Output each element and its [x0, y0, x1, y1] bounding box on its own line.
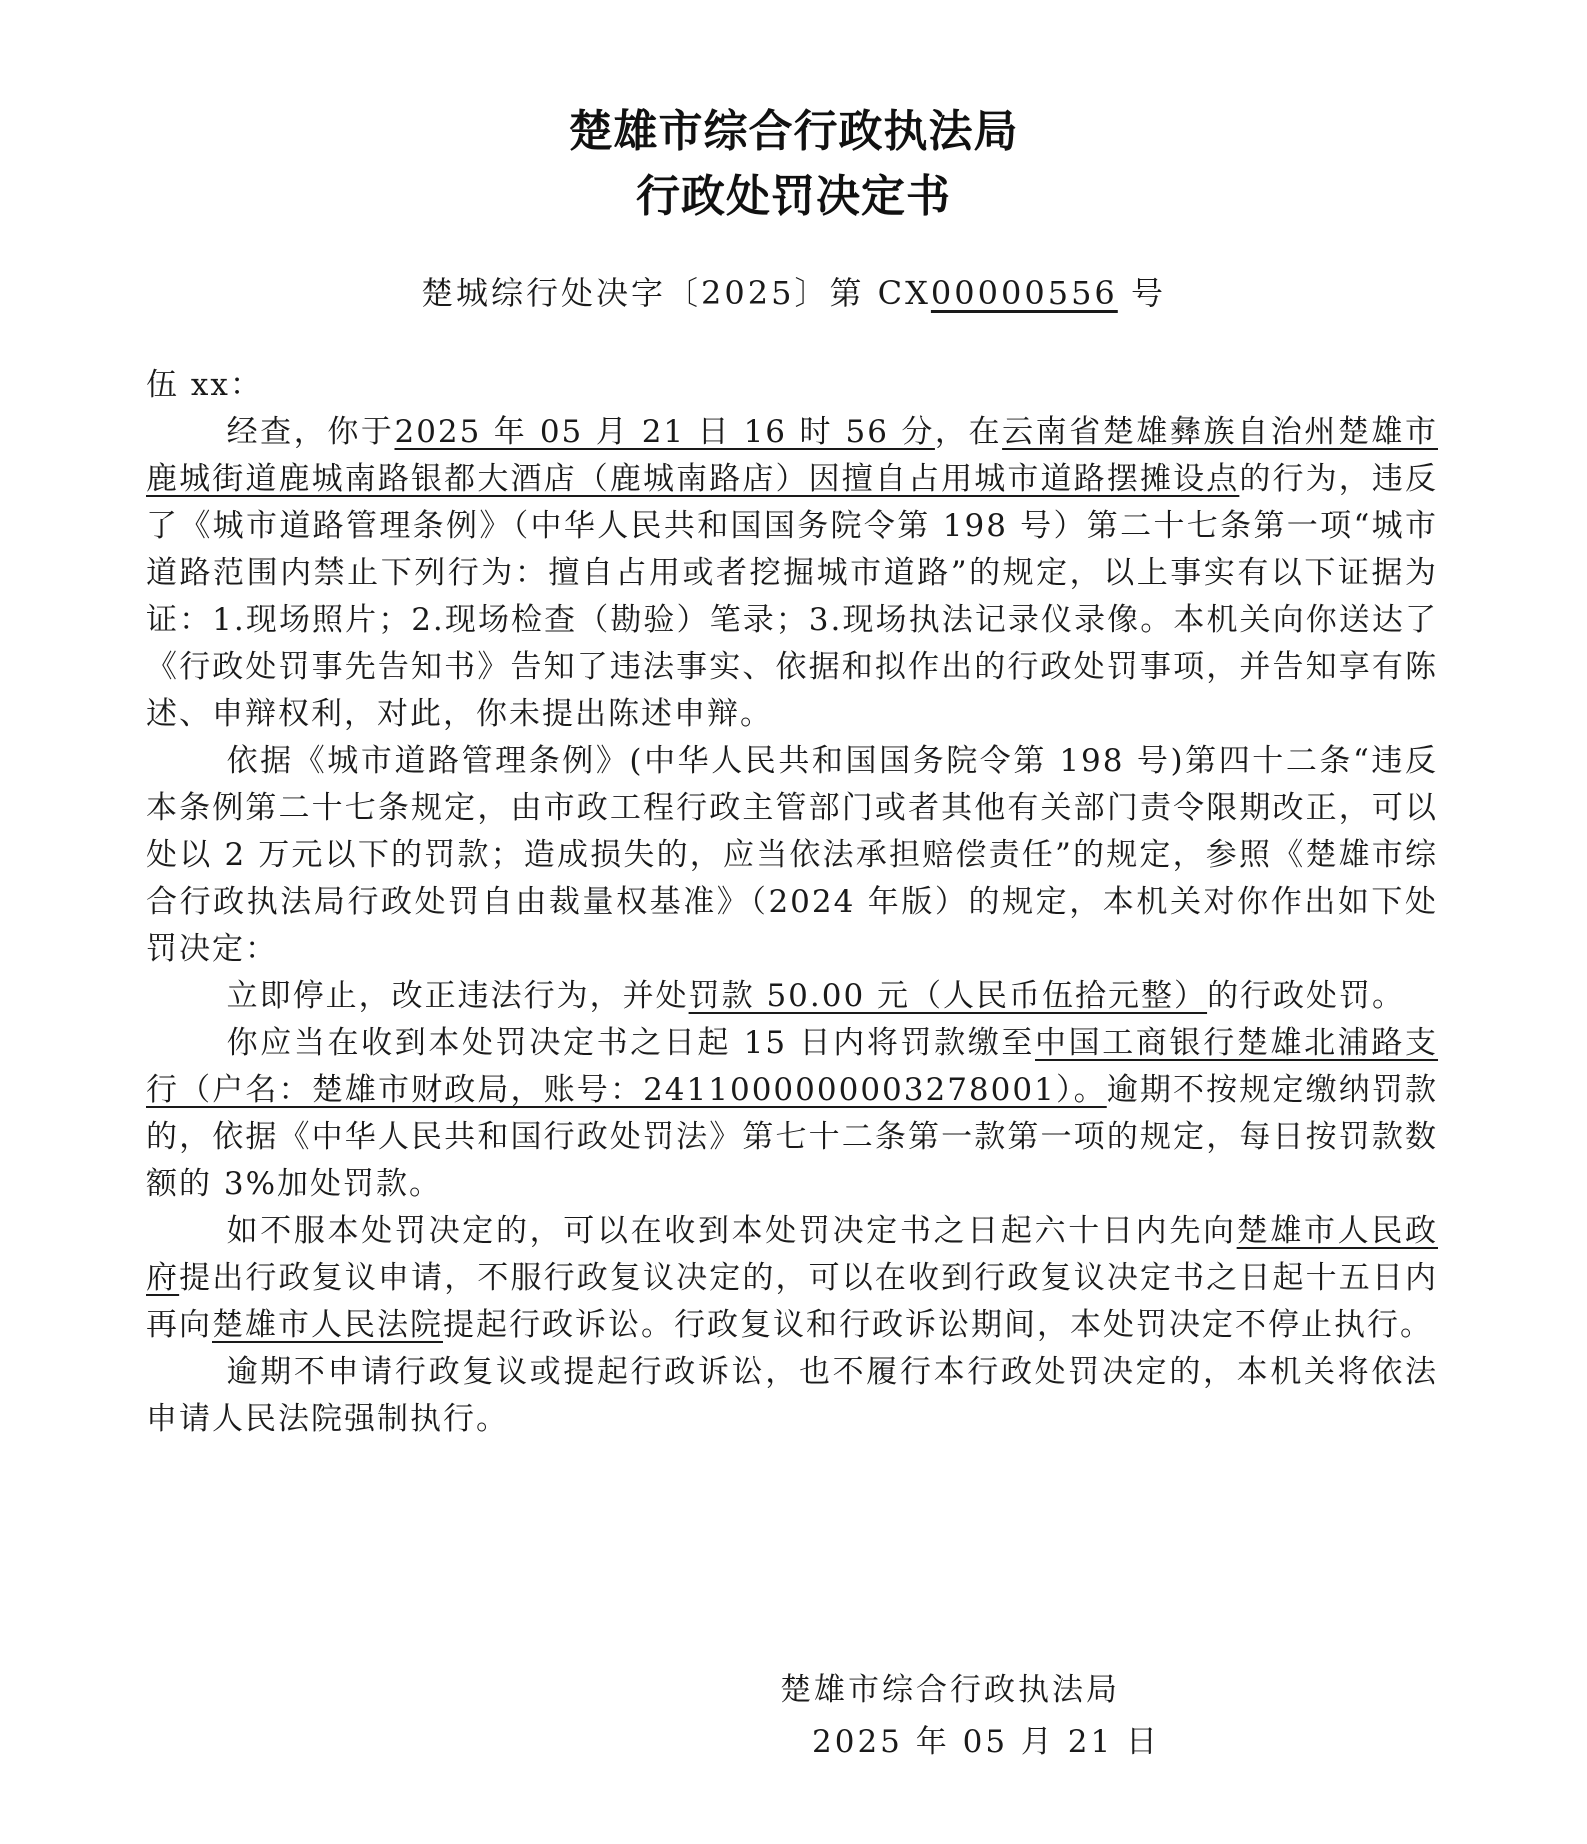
appeal-text-3: 提起行政诉讼。行政复议和行政诉讼期间，本处罚决定不停止执行。 — [443, 1307, 1433, 1343]
facts-text-3: 的行为，违反了《城市道路管理条例》（中华人民共和国国务院令第 198 号）第二十七条第一项“城市道路范围内禁止下列行为：擅自占用或者挖掘城市道路”的规定，以上事实有以下证据为证：1.现场照片；2.现场检查（勘验）笔录；3.现场执法记录仪录像。本机关向你送达了《行政处罚事先告知书》告知了违法事实、依据和拟作出的行政处罚事项，并告知享有陈述、申辩权利，对此，你未提出陈述申辩。 — [146, 461, 1439, 732]
document-number-suffix: 号 — [1117, 274, 1166, 312]
signature-date: 2025 年 05 月 21 日 — [812, 1724, 1161, 1760]
paragraph-facts — [146, 409, 1438, 738]
violation-time: 2025 年 05 月 21 日 16 时 56 分 — [394, 414, 935, 450]
paragraph-decision — [146, 973, 1438, 1020]
fine-amount: 罚款 50.00 元（人民币伍拾元整） — [688, 978, 1208, 1014]
signature-org: 楚雄市综合行政执法局 — [780, 1672, 1120, 1708]
bank-account-info: 中国工商银行楚雄北浦路支行（户名：楚雄市财政局，账号：2411000000003278001）。 — [146, 1025, 1439, 1108]
paragraph-enforcement: 逾期不申请行政复议或提起行政诉讼，也不履行本行政处罚决定的，本机关将依法申请人民法院强制执行。 — [146, 1354, 1438, 1437]
document-title-line1: 楚雄市综合行政执法局 — [568, 106, 1019, 157]
facts-text-1: 经查，你于 — [226, 414, 395, 450]
decision-text-1: 立即停止，改正违法行为，并处 — [226, 978, 689, 1014]
document-number-value: 00000556 — [930, 274, 1118, 312]
document-title-line2: 行政处罚决定书 — [636, 171, 951, 222]
paragraph-payment — [146, 1020, 1438, 1208]
appeal-text-2: 提出行政复议申请，不服行政复议决定的，可以在收到行政复议决定书之日起十五日内再向 — [146, 1260, 1439, 1343]
facts-text-2: ，在 — [934, 414, 1003, 450]
paragraph-legal-basis: 依据《城市道路管理条例》(中华人民共和国国务院令第 198 号)第四十二条“违反本条例第二十七条规定，由市政工程行政主管部门或者其他有关部门责令限期改正，可以处以 2 万元以下的罚款；造成损失的，应当依法承担赔偿责任”的规定，参照《楚雄市综合行政执法局行政处罚自由裁量权基准》（2024 年版）的规定，本机关对你作出如下处罚决定： — [146, 743, 1438, 967]
recipient: 伍 xx： — [146, 367, 263, 403]
document-number-prefix: 楚城综行处决字〔2025〕第 CX — [421, 274, 931, 312]
payment-text-2: 逾期不按规定缴纳罚款的，依据《中华人民共和国行政处罚法》第七十二条第一款第一项的规定，每日按罚款数额的 3%加处罚款。 — [146, 1072, 1438, 1202]
violation-place: 云南省楚雄彝族自治州楚雄市鹿城街道鹿城南路银都大酒店（鹿城南路店）因擅自占用城市道路摆摊设点 — [146, 414, 1438, 497]
decision-text-2: 的行政处罚。 — [1207, 978, 1406, 1014]
document-body — [146, 362, 1438, 1443]
payment-text-1: 你应当在收到本处罚决定书之日起 15 日内将罚款缴至 — [226, 1025, 1036, 1061]
paragraph-appeal — [146, 1208, 1438, 1349]
review-authority: 楚雄市人民政府 — [146, 1213, 1438, 1296]
appeal-text-1: 如不服本处罚决定的，可以在收到本处罚决定书之日起六十日内先向 — [226, 1213, 1237, 1249]
document-number — [0, 268, 1587, 314]
court-name: 楚雄市人民法院 — [212, 1307, 443, 1343]
